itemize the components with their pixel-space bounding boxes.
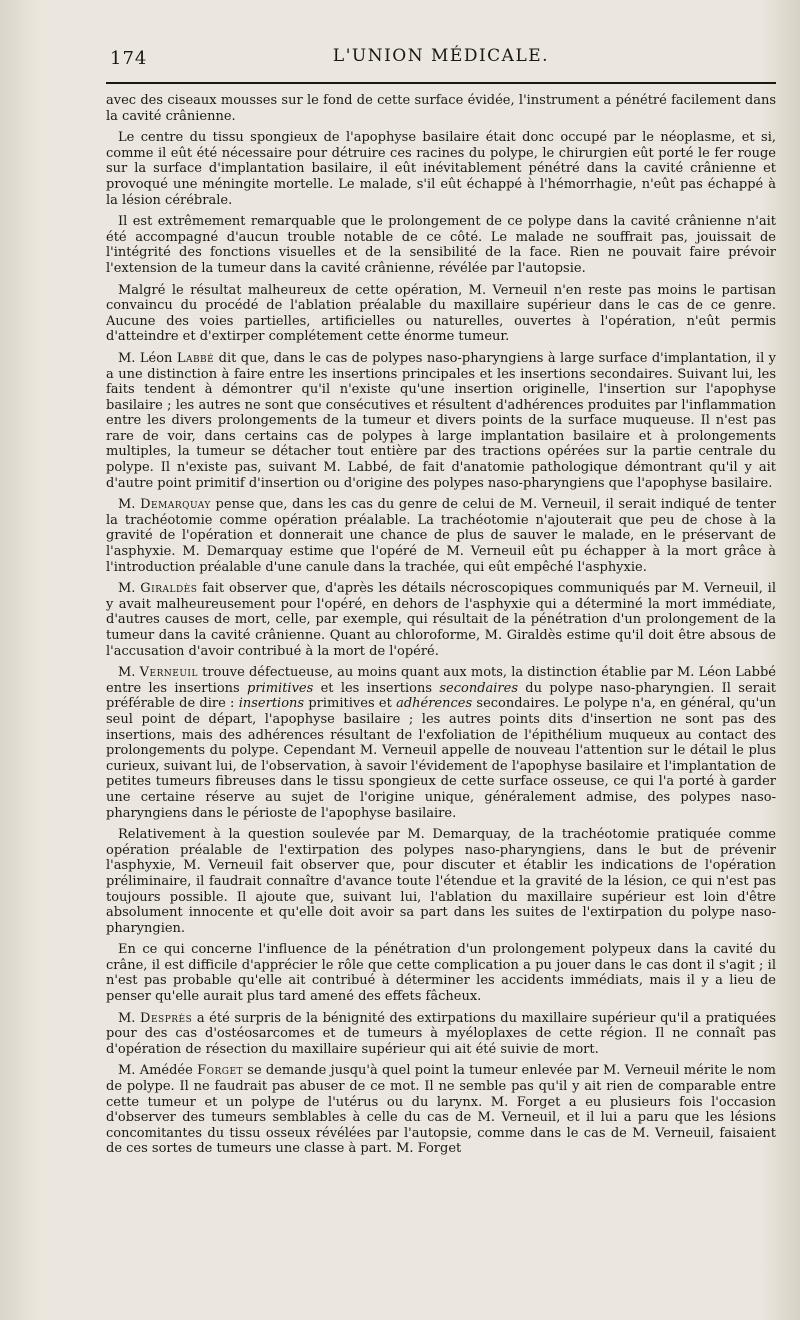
speaker-name: Forget [197, 1063, 244, 1079]
speaker-name: Verneuil [139, 665, 198, 681]
speaker-name: Giraldès [140, 581, 198, 597]
running-title: L'UNION MÉDICALE. [332, 46, 550, 66]
speaker-prefix: M. [118, 581, 141, 597]
italic-term: insertions [238, 696, 305, 712]
paragraph-text: fait observer que, d'après les détails nécroscopiques communiqués par M. Verneuil, il y avait malheureusement pour l'opéré, en dehors de l'asphyxie qui a déterminé la mort immédiate, d'autres causes de mort, celle, par exemple, qui résultait de la pénétration d'un prolongement de la tumeur dans la cavité crânienne. Quant au chloroforme, M. Giraldès estime qu'il doit être absous de l'accusation d'avoir contribué à la mort de l'opéré. [106, 581, 776, 659]
speaker-prefix: M. [118, 665, 140, 681]
speaker-name: Desprès [140, 1010, 193, 1026]
paragraph: avec des ciseaux mousses sur le fond de cette surface évidée, l'instrument a pénétré facilement dans la cavité crânienne. [106, 93, 776, 124]
running-head [106, 42, 776, 78]
paragraph-demarquay [106, 497, 776, 575]
speaker-name: Demarquay [140, 497, 211, 513]
page-number: 174 [110, 48, 148, 69]
paragraph-text: dit que, dans le cas de polypes naso-pharyngiens à large surface d'implantation, il y a une distinction à faire entre les insertions principales et les insertions secondaires. Suivant lui, les faits tendent à démontrer qu'il n'existe qu'une insertion originelle, l'insertion sur l'apophyse basilaire ; les autres ne sont que consécutives et résultent d'adhérences produites par l'inflammation entre les divers prolongements de la tumeur et divers points de la surface muqueuse. Il n'est pas rare de voir, dans certains cas de polypes à large implantation basilaire et à prolongements multiples, la tumeur se détacher tout entière par des tractions opérées sur la partie centrale du polype. Il n'existe pas, suivant M. Labbé, de fait d'anatomie pathologique démontrant qu'il y ait d'autre point primitif d'insertion ou d'origine des polypes naso-pharyngiens que l'apophyse basilaire. [106, 350, 777, 491]
paragraph-text: pense que, dans les cas du genre de celui de M. Verneuil, il serait indiqué de tenter la trachéotomie comme opération préalable. La trachéotomie n'ajouterait que peu de chose à la gravité de l'opération et donnerait une chance de plus de sauver le malade, en le préservant de l'asphyxie. M. Demarquay estime que l'opéré de M. Verneuil eût pu échapper à la mort grâce à l'introduction préalable d'une canule dans la trachée, qui eût empêché l'asphyxie. [106, 497, 776, 575]
paragraph-text: se demande jusqu'à quel point la tumeur enlevée par M. Verneuil mérite le nom de polype. Il ne faudrait pas abuser de ce mot. Il ne semble pas qu'il y ait rien de comparable entre cette tumeur et un polype de l'utérus ou du larynx. M. Forget a eu plusieurs fois l'occasion d'observer des tumeurs semblables à celle du cas de M. Verneuil, et il lui a paru que les lésions concomitantes du tissu osseux révélées par l'autopsie, comme dans le cas de M. Verneuil, faisaient de ces sortes de tumeurs une classe à part. M. Forget [106, 1063, 776, 1157]
paragraph-text: trouve défectueuse, au moins quant aux mots, la distinction établie par M. Léon Labbé entre les insertions [106, 665, 777, 696]
paragraph-text: primitives et [304, 696, 397, 712]
italic-term: primitives [247, 680, 314, 696]
paragraph-text: a été surpris de la bénignité des extirpations du maxillaire supérieur qu'il a pratiquées pour des cas d'ostéosarcomes et de tumeurs à myéloplaxes de cette région. Il ne connaît pas d'opération de résection du maxillaire supérieur qui ait été suivie de mort. [106, 1010, 777, 1057]
paragraph-text: et les insertions [313, 680, 440, 696]
paragraph-labbe [106, 351, 776, 491]
paragraph: Il est extrêmement remarquable que le prolongement de ce polype dans la cavité crânienne n'ait été accompagné d'aucun trouble notable de ce côté. Le malade ne souffrait pas, jouissait de l'intégrité des fonctions visuelles et de la sensibilité de la face. Rien ne pouvait faire prévoir l'extension de la tumeur dans la cavité crânienne, révélée par l'autopsie. [106, 214, 776, 276]
speaker-prefix: M. Amédée [118, 1063, 198, 1079]
paragraph: Malgré le résultat malheureux de cette opération, M. Verneuil n'en reste pas moins le partisan convaincu du procédé de l'ablation préalable du maxillaire supérieur dans le cas de ce genre. Aucune des voies partielles, artificielles ou naturelles, ouvertes à l'opération, n'eût permis d'atteindre et d'extirper complétement cette énorme tumeur. [106, 282, 776, 345]
paragraph-forget [106, 1063, 776, 1157]
speaker-prefix: M. [118, 497, 141, 513]
paragraph: Le centre du tissu spongieux de l'apophyse basilaire était donc occupé par le néoplasme, et si, comme il eût été nécessaire pour détruire ces racines du polype, le chirurgien eût porté le fer rouge sur la surface d'implantation basilaire, il eût inévitablement pénétré dans la cavité crânienne et provoqué une méningite mortelle. Le malade, s'il eût échappé à l'hémorrhagie, n'eût pas échappé à la lésion cérébrale. [106, 130, 776, 208]
paragraph-verneuil [106, 665, 776, 821]
paragraph-text: du polype naso-pharyngien. Il serait préférable de dire : [106, 680, 776, 712]
speaker-prefix: M. [118, 1010, 141, 1026]
paragraph-despres [106, 1011, 776, 1058]
italic-term: adhérences [396, 696, 473, 712]
header-rule [106, 82, 776, 84]
paragraph-giraldes [106, 581, 776, 659]
speaker-prefix: M. Léon [118, 350, 177, 366]
paragraph: En ce qui concerne l'influence de la pénétration d'un prolongement polypeux dans la cavité du crâne, il est difficile d'apprécier le rôle que cette complication a pu jouer dans le cas dont il s'agit ; il n'est pas probable qu'elle ait contribué à déterminer les accidents immédiats, mais il y a lieu de penser qu'elle aurait plus tard amené des effets fâcheux. [106, 942, 776, 1005]
paragraph-text: secondaires. Le polype n'a, en général, qu'un seul point de départ, l'apophyse basilaire ; les autres points dits d'insertion ne sont pas des insertions, mais des adhérences résultant de l'exfoliation de l'épithélium muqueux au contact des prolongements du polype. Cependant M. Verneuil appelle de nouveau l'attention sur le détail le plus curieux, suivant lui, de l'observation, à savoir l'évidement de l'apophyse basilaire et l'implantation de petites tumeurs fibreuses dans le tissu spongieux de cette surface osseuse, ce qui l'a porté à garder une certaine réserve au sujet de l'origine unique, généralement admise, des polypes naso-pharyngiens dans le périoste de l'apophyse basilaire. [106, 696, 776, 821]
speaker-name: Labbé [176, 350, 215, 366]
italic-term: secondaires [439, 680, 518, 696]
article-body [106, 93, 776, 1157]
paragraph: Relativement à la question soulevée par M. Demarquay, de la trachéotomie pratiquée comme opération préalable de l'extirpation des polypes naso-pharyngiens, dans le but de prévenir l'asphyxie, M. Verneuil fait observer que, pour discuter et établir les indications de l'opération préliminaire, il faudrait connaître d'avance toute l'étendue et la gravité de la lésion, ce qui n'est pas toujours possible. Il ajoute que, suivant lui, l'ablation du maxillaire supérieur est loin d'être absolument innocente et qu'elle doit avoir sa part dans les suites de l'extirpation du polype naso-pharyngien. [106, 827, 776, 936]
